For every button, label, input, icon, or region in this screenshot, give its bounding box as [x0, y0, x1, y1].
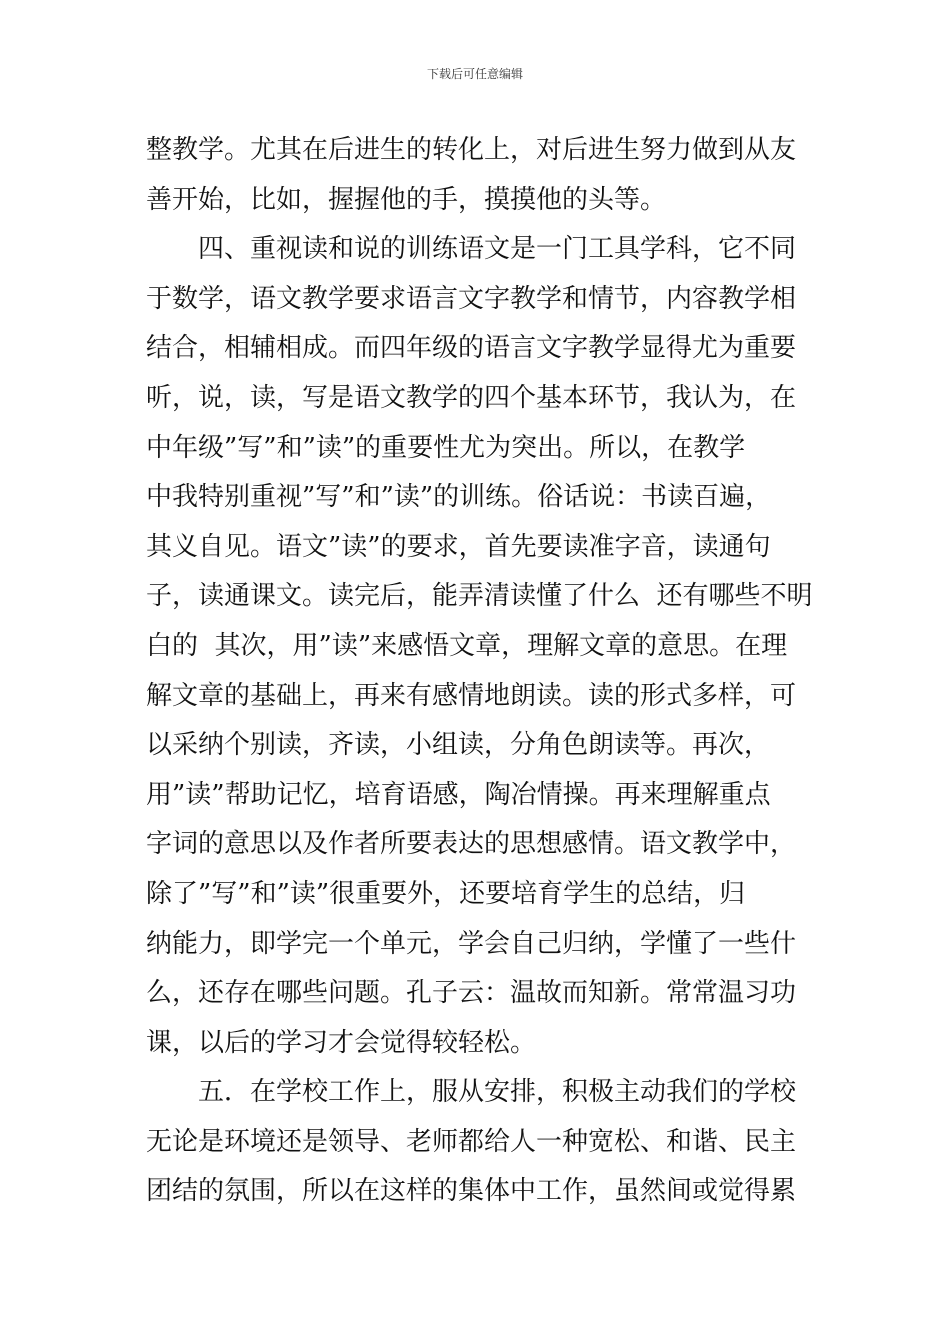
text-line: 么，还存在哪些问题。孔子云：温故而知新。常常温习功 — [146, 978, 797, 1009]
text-line: 五．在学校工作上，服从安排，积极主动我们的学校 — [146, 1077, 797, 1108]
text-line: 字词的意思以及作者所要表达的思想感情。语文教学中， — [146, 829, 797, 860]
text-line: 中年级”写”和”读”的重要性尤为突出。所以，在教学 — [146, 432, 746, 463]
text-line: 整教学。尤其在后进生的转化上，对后进生努力做到从友 — [146, 135, 797, 165]
text-line: 课，以后的学习才会觉得较轻松。 — [146, 1027, 537, 1058]
text-line: 以采纳个别读，齐读，小组读，分角色朗读等。再次， — [146, 730, 771, 761]
text-line: 善开始，比如，握握他的手，摸摸他的头等。 — [146, 184, 667, 215]
text-line: 四、重视读和说的训练语文是一门工具学科，它不同 — [146, 234, 797, 265]
text-line: 白的 其次，用”读”来感悟文章，理解文章的意思。在理 — [146, 630, 788, 661]
page-header: 下载后可任意编辑 — [426, 67, 523, 81]
text-line: 团结的氛围，所以在这样的集体中工作，虽然间或觉得累 — [146, 1176, 797, 1207]
text-line: 结合，相辅相成。而四年级的语言文字教学显得尤为重要 — [146, 333, 797, 364]
text-line: 用”读”帮助记忆，培育语感，陶冶情操。再来理解重点 — [146, 779, 771, 810]
text-line: 中我特别重视”写”和”读”的训练。俗话说：书读百遍， — [146, 482, 772, 513]
text-line: 子，读通课文。读完后，能弄清读懂了什么 还有哪些不明 — [146, 581, 813, 612]
text-line: 无论是环境还是领导、老师都给人一种宽松、和谐、民主 — [146, 1126, 797, 1157]
text-line: 纳能力，即学完一个单元，学会自己归纳，学懂了一些什 — [146, 928, 797, 959]
text-line: 解文章的基础上，再来有感情地朗读。读的形式多样，可 — [146, 680, 797, 711]
text-line: 于数学，语文教学要求语言文字教学和情节，内容教学相 — [146, 283, 797, 314]
text-line: 除了”写”和”读”很重要外，还要培育学生的总结，归 — [146, 878, 746, 909]
document-body — [146, 126, 826, 1217]
text-line: 其义自见。语文”读”的要求，首先要读准字音，读通句 — [146, 531, 771, 562]
text-line: 听，说，读，写是语文教学的四个基本环节，我认为，在 — [146, 382, 797, 413]
